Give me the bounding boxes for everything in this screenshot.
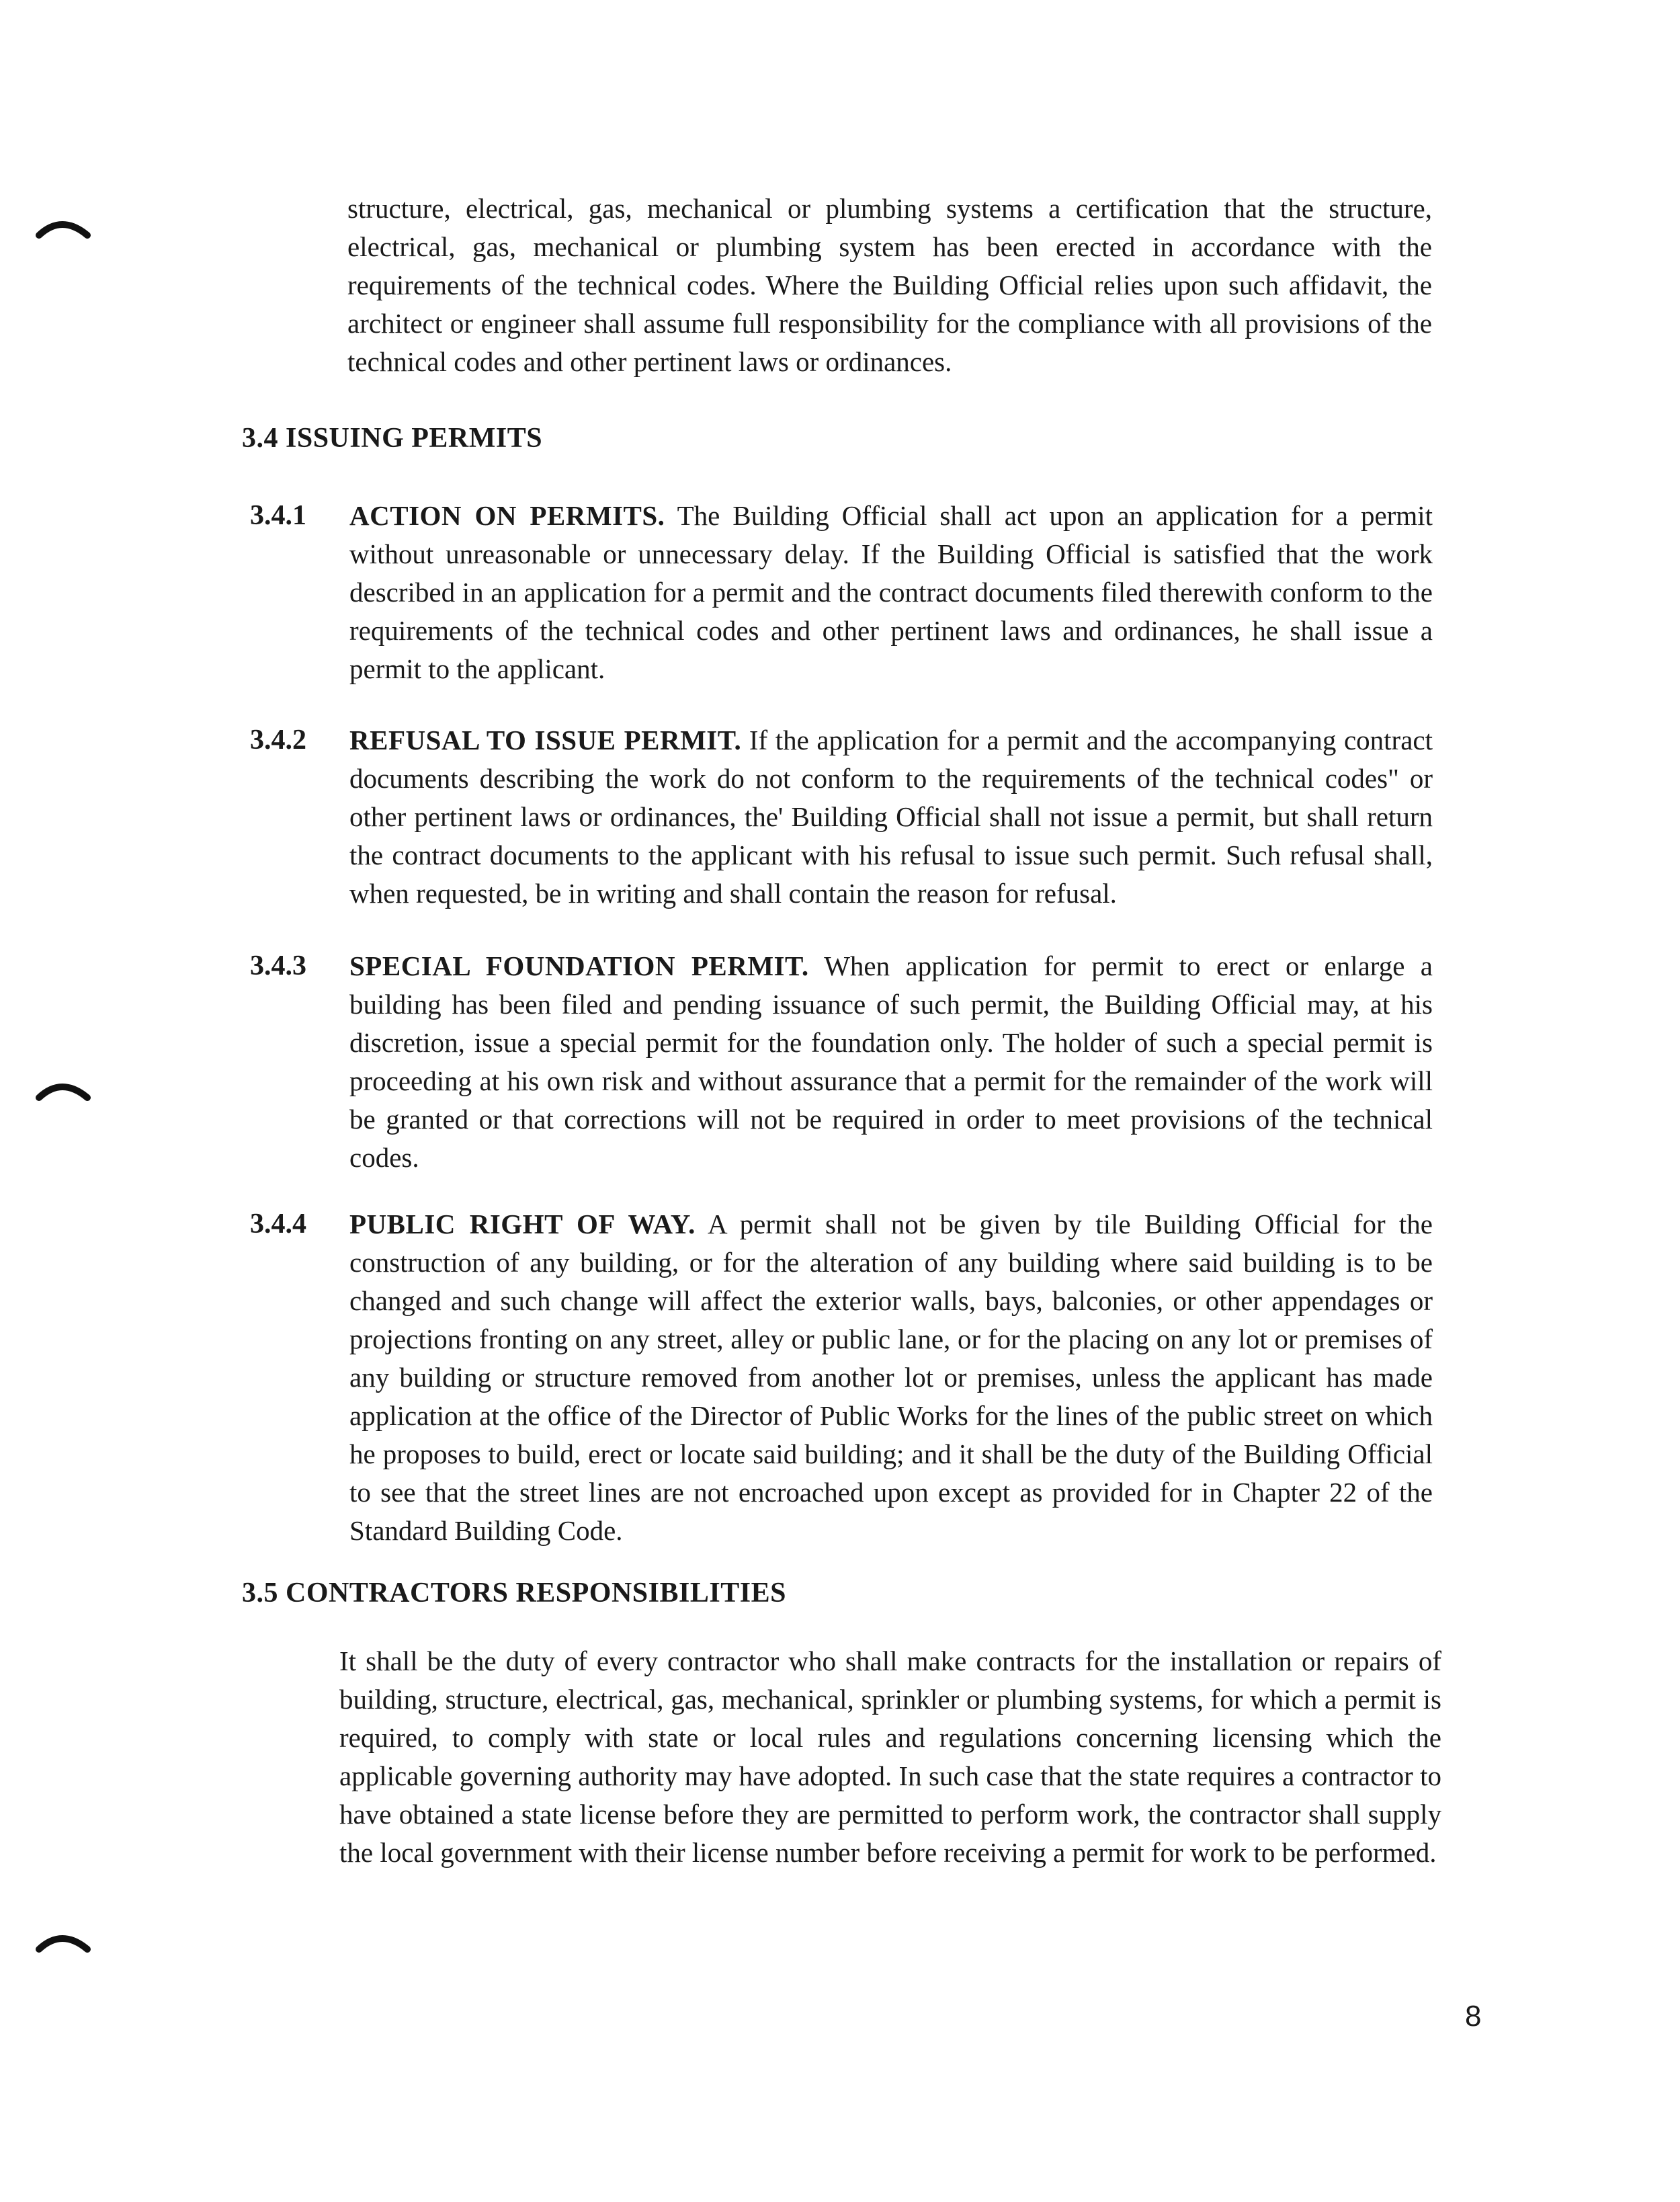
section-heading-3-4: 3.4 ISSUING PERMITS <box>242 423 543 454</box>
subsection-body <box>349 1205 1433 1550</box>
subsection-number: 3.4.3 <box>250 950 306 981</box>
subsection-text: If the application for a permit and the accompanying contract documents describing the work do not conform to the requirements of the technical codes" or other pertinent laws or ordinances, the' Building Official shall not issue a permit, but shall return the contract documents to the applicant with his refusal to issue such permit. Such refusal shall, when requested, be in writing and shall contain the reason for refusal. <box>349 725 1433 909</box>
page-number: 8 <box>1465 2000 1482 2033</box>
subsection-text: The Building Official shall act upon an application for a permit without unreasonable or unnecessary delay. If the Building Official is satisfied that the work described in an application for a permit and the contract documents filed therewith conform to the requirements of the technical codes and other pertinent laws and ordinances, he shall issue a permit to the applicant. <box>349 500 1433 684</box>
subsection-body <box>349 947 1433 1177</box>
subsection-text: When application for permit to erect or enlarge a building has been filed and pending issuance of such permit, the Building Official may, at his discretion, issue a special permit for the foundation only. The holder of such a special permit is proceeding at his own risk and without assurance that a permit for the remainder of the work will be granted or that corrections will not be required in order to meet provisions of the technical codes. <box>349 950 1433 1173</box>
subsection-body <box>349 721 1433 913</box>
subsection-body <box>349 497 1433 688</box>
subsection-number: 3.4.4 <box>250 1209 306 1239</box>
intro-paragraph: structure, electrical, gas, mechanical or plumbing systems a certification that the structure, electrical, gas, mechanical or plumbing system has been erected in accordance with the requirements of the technical codes. Where the Building Official relies upon such affidavit, the architect or engineer shall assume full responsibility for the compliance with all provisions of the technical codes and other pertinent laws or ordinances. <box>347 193 1432 377</box>
subsection-number: 3.4.1 <box>250 500 306 531</box>
subsection-title: ACTION ON PERMITS. <box>349 500 665 531</box>
punch-hole-mark-middle <box>34 1064 94 1104</box>
subsection-text: A permit shall not be given by tile Building Official for the construction of any building, or for the alteration of any building where said building is to be changed and such change will affect the exterior walls, bays, balconies, or other appendages or projections fronting on any street, alley or public lane, or for the placing on any lot or premises of any building or structure removed from another lot or premises, unless the applicant has made application at the office of the Director of Public Works for the lines of the public street on which he proposes to build, erect or locate said building; and it shall be the duty of the Building Official to see that the street lines are not encroached upon except as provided for in Chapter 22 of the Standard Building Code. <box>349 1209 1433 1546</box>
punch-hole-mark-top <box>34 202 94 242</box>
subsection-title: REFUSAL TO ISSUE PERMIT. <box>349 725 742 756</box>
subsection-title: SPECIAL FOUNDATION PERMIT. <box>349 950 809 981</box>
subsection-title: PUBLIC RIGHT OF WAY. <box>349 1209 696 1239</box>
punch-hole-mark-bottom <box>34 1916 94 1956</box>
subsection-number: 3.4.2 <box>250 725 306 756</box>
section-heading-3-5: 3.5 CONTRACTORS RESPONSIBILITIES <box>242 1578 786 1608</box>
contractors-paragraph: It shall be the duty of every contractor who shall make contracts for the installation or repairs of building, structure, electrical, gas, mechanical, sprinkler or plumbing systems, for which a permit is required, to comply with state or local rules and regulations concerning licensing which the applicable governing authority may have adopted. In such case that the state requires a contractor to have obtained a state license before they are permitted to perform work, the contractor shall supply the local government with their license number before receiving a permit for work to be performed. <box>339 1645 1441 1868</box>
